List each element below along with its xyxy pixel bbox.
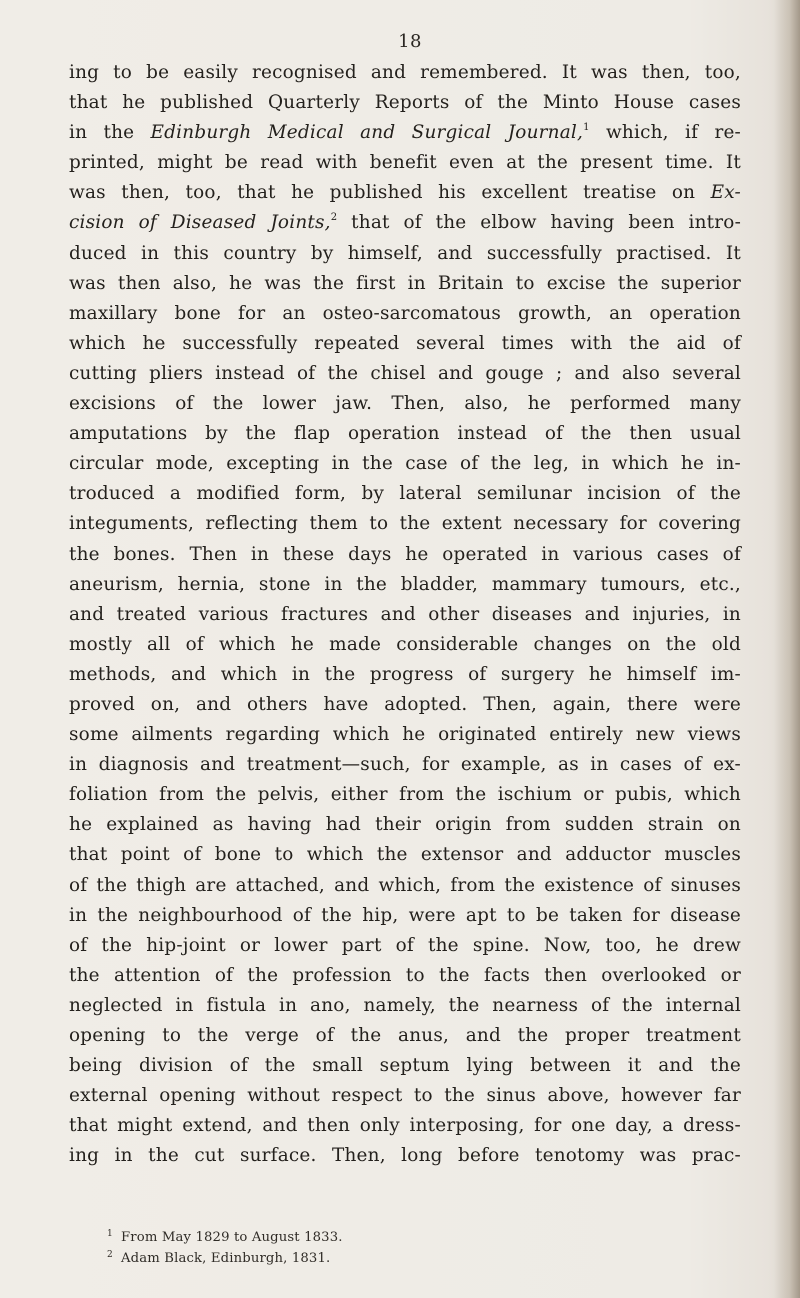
- treatise-title: Ex-: [710, 182, 741, 204]
- text-segment: mostly all of which he made considerable changes on the old: [69, 633, 741, 655]
- text-line: [69, 901, 741, 931]
- body-text: [69, 58, 741, 1171]
- text-line: [69, 630, 741, 660]
- text-line: [69, 1111, 741, 1141]
- text-segment: troduced a modified form, by lateral semilunar incision of the: [69, 483, 741, 505]
- text-segment: integuments, reflecting them to the extent necessary for covering: [69, 513, 741, 535]
- text-segment: methods, and which in the progress of surgery he himself im-: [69, 663, 741, 685]
- text-line: [69, 479, 741, 509]
- text-line: [69, 419, 741, 449]
- text-line: [69, 88, 741, 118]
- footnote-item: $^1$ From May 1829 to August 1833.: [107, 1229, 343, 1245]
- text-line: [69, 389, 741, 419]
- text-line: [69, 118, 741, 148]
- text-segment: the attention of the profession to the facts then overlooked or: [69, 964, 741, 986]
- text-segment: was then, too, that he published his excellent treatise on: [69, 182, 711, 204]
- text-segment: external opening without respect to the sinus above, however far: [69, 1085, 741, 1107]
- text-line: [69, 540, 741, 570]
- text-line: [69, 570, 741, 600]
- text-line: [69, 991, 741, 1021]
- text-segment: foliation from the pelvis, either from the ischium or pubis, which: [69, 784, 741, 806]
- text-segment: some ailments regarding which he originated entirely new views: [69, 724, 741, 746]
- text-segment: of the hip-joint or lower part of the spine. Now, too, he drew: [69, 934, 741, 956]
- text-line: [69, 269, 741, 299]
- text-line: [69, 1141, 741, 1171]
- page-number: 18: [398, 31, 422, 52]
- text-segment: proved on, and others have adopted. Then, again, there were: [69, 693, 741, 715]
- footnote-text: Adam Black, Edinburgh, 1831.: [121, 1251, 331, 1266]
- text-line: [69, 239, 741, 269]
- text-line: [69, 1081, 741, 1111]
- footnote-item: $^2$ Adam Black, Edinburgh, 1831.: [107, 1250, 331, 1266]
- text-line: [69, 750, 741, 780]
- text-segment: neglected in fistula in ano, namely, the nearness of the internal: [69, 994, 741, 1016]
- text-segment: that point of bone to which the extensor and adductor muscles: [69, 844, 741, 866]
- text-line: [69, 660, 741, 690]
- text-line: [69, 58, 741, 88]
- text-line: [69, 178, 741, 208]
- text-line: [69, 509, 741, 539]
- text-segment: being division of the small septum lying between it and the: [69, 1055, 741, 1077]
- text-segment: he explained as having had their origin from sudden strain on: [69, 814, 741, 836]
- footnote-reference: 2: [330, 212, 338, 224]
- text-segment: in diagnosis and treatment—such, for example, as in cases of ex-: [69, 754, 741, 776]
- text-line: [69, 148, 741, 178]
- text-segment: that might extend, and then only interposing, for one day, a dress-: [69, 1115, 741, 1137]
- text-segment: excisions of the lower jaw. Then, also, he performed many: [69, 393, 741, 415]
- text-line: [69, 871, 741, 901]
- text-line: [69, 329, 741, 359]
- text-segment: was then also, he was the first in Britain to excise the superior: [69, 272, 741, 294]
- text-segment: that of the elbow having been intro-: [337, 212, 742, 234]
- text-line: [69, 299, 741, 329]
- text-line: [69, 780, 741, 810]
- text-segment: ing in the cut surface. Then, long before tenotomy was prac-: [69, 1145, 741, 1167]
- text-segment: cutting pliers instead of the chisel and gouge ; and also several: [69, 362, 741, 384]
- text-line: [69, 840, 741, 870]
- text-line: [69, 810, 741, 840]
- text-line: [69, 600, 741, 630]
- text-segment: in the: [69, 122, 151, 144]
- text-segment: which he successfully repeated several times with the aid of: [69, 332, 741, 354]
- text-segment: that he published Quarterly Reports of the Minto House cases: [69, 92, 741, 114]
- page-edge-shadow: [774, 0, 800, 1298]
- text-segment: aneurism, hernia, stone in the bladder, mammary tumours, etc.,: [69, 573, 741, 595]
- text-segment: printed, might be read with benefit even at the present time. It: [69, 152, 741, 174]
- text-segment: opening to the verge of the anus, and the proper treatment: [69, 1025, 741, 1046]
- text-segment: and treated various fractures and other diseases and injuries, in: [69, 603, 741, 625]
- text-segment: duced in this country by himself, and successfully practised. It: [69, 242, 741, 264]
- text-line: [69, 1021, 741, 1051]
- text-line: [69, 359, 741, 389]
- text-line: [69, 208, 741, 238]
- text-segment: ing to be easily recognised and remembered. It was then, too,: [69, 62, 741, 83]
- footnote-text: From May 1829 to August 1833.: [121, 1230, 343, 1245]
- footnotes: [107, 1227, 707, 1269]
- text-line: [69, 690, 741, 720]
- treatise-title: cision of Diseased Joints,: [69, 212, 331, 234]
- journal-title: Edinburgh Medical and Surgical Journal,: [150, 122, 584, 144]
- text-line: [69, 961, 741, 991]
- text-line: [69, 931, 741, 961]
- footnote-reference: 1: [583, 122, 590, 134]
- text-segment: of the thigh are attached, and which, from the existence of sinuses: [69, 874, 741, 896]
- text-segment: amputations by the flap operation instead of the then usual: [69, 423, 741, 445]
- text-segment: which, if re-: [589, 122, 741, 144]
- text-segment: the bones. Then in these days he operated in various cases of: [69, 543, 741, 565]
- text-line: [69, 1051, 741, 1081]
- text-segment: circular mode, excepting in the case of the leg, in which he in-: [69, 453, 741, 475]
- text-segment: in the neighbourhood of the hip, were apt to be taken for disease: [69, 904, 741, 926]
- text-segment: maxillary bone for an osteo-sarcomatous growth, an operation: [69, 302, 741, 324]
- text-line: [69, 449, 741, 479]
- text-line: [69, 720, 741, 750]
